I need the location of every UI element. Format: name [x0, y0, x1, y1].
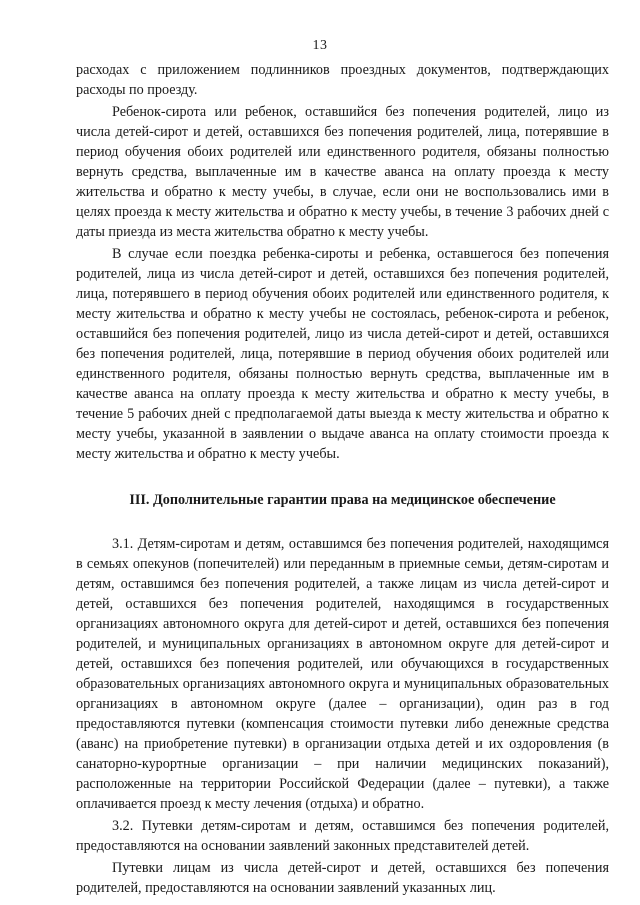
- page-number: 13: [312, 38, 328, 53]
- paragraph-3-1: 3.1. Детям-сиротам и детям, оставшимся без попечения родителей, находящимся в семьях опекунов (попечителей) или переданным в приемные семьи, детям-сиротам и детям, оставшимся без попечения родителей, а также лицам из числа детей-сирот и детей, оставшихся без попечения родителей, находящимся в государственных организациях автономного округа для детей-сирот и детей, оставшихся без попечения родителей, и муниципальных организациях в автономном округе для детей-сирот и детей, оставшихся без попечения родителей, или обучающихся в государственных образовательных организациях автономного округа и муниципальных образовательных организациях в автономном округе (далее – организации), один раз в год предоставляются путевки (компенсация стоимости путевки либо денежные средства (аванс) на приобретение путевки) в организации отдыха детей и их оздоровления (в санаторно-курортные организации – при наличии медицинских показаний), расположенные на территории Российской Федерации (далее – путевки), а также оплачивается проезд к месту лечения (отдыха) и обратно.: [76, 536, 609, 812]
- paragraph-3-2-continued: Путевки лицам из числа детей-сирот и детей, оставшихся без попечения родителей, предоставляются на основании заявлений указанных лиц.: [76, 860, 609, 896]
- paragraph-continuation: расходах с приложением подлинников проездных документов, подтверждающих расходы по проезду.: [76, 62, 609, 98]
- section-heading: III. Дополнительные гарантии права на медицинское обеспечение: [129, 492, 556, 508]
- paragraph-refund-unused-advance: Ребенок-сирота или ребенок, оставшийся без попечения родителей, лицо из числа детей-сирот и детей, оставшихся без попечения родителей, лица, потерявшие в период обучения обоих родителей или единственного родителя, обязаны полностью вернуть средства, выплаченные им в качестве аванса на оплату проезда к месту жительства и обратно к месту учебы, в случае, если они не воспользовались ими в целях проезда к месту жительства и обратно к месту учебы, в течение 3 рабочих дней с даты приезда из места жительства обратно к месту учебы.: [76, 104, 609, 240]
- document-body: [76, 60, 609, 900]
- paragraph-refund-trip-cancelled: В случае если поездка ребенка-сироты и ребенка, оставшегося без попечения родителей, лица из числа детей-сирот и детей, оставшихся без попечения родителей, лица, потерявшего в период обучения обоих родителей или единственного родителя, к месту жительства и обратно к месту учебы не состоялась, ребенок-сирота и ребенок, оставшийся без попечения родителей, лицо из числа детей-сирот и детей, оставшихся без попечения родителей, лица, потерявшие в период обучения обоих родителей или единственного родителя, обязаны полностью вернуть средства, выплаченные им в качестве аванса на оплату проезда к месту жительства и обратно к месту учебы, в течение 5 рабочих дней с предполагаемой даты выезда к месту жительства и обратно к месту учебы, указанной в заявлении о выдаче аванса на оплату стоимости проезда к месту жительства и обратно к месту учебы.: [76, 246, 609, 462]
- paragraph-3-2: 3.2. Путевки детям-сиротам и детям, оставшимся без попечения родителей, предоставляются на основании заявлений законных представителей детей.: [76, 818, 609, 854]
